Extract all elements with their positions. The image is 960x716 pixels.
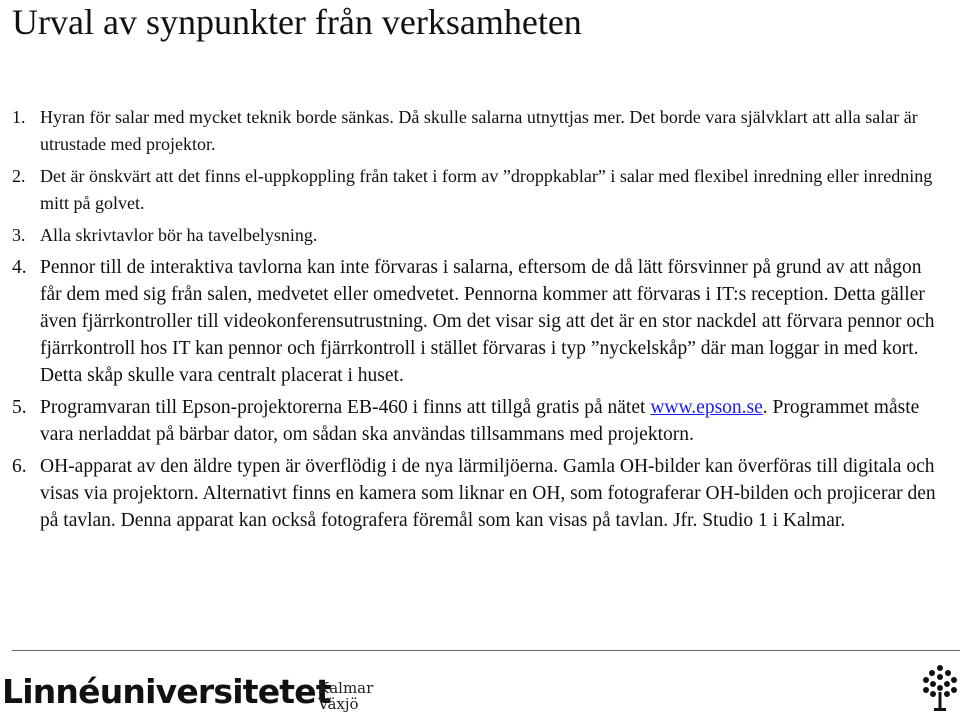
list-item <box>12 104 947 158</box>
city-vaxjo: Växjö <box>318 695 359 713</box>
item-number: 4. <box>12 257 27 278</box>
item-number: 6. <box>12 456 27 477</box>
university-logo-text: Linnéuniversitetet <box>2 672 331 711</box>
item-text: Hyran för salar med mycket teknik borde sänkas. Då skulle salarna utnyttjas mer. Det borde vara självklart att alla salar är utrustade med projektor. <box>40 107 918 154</box>
footer-divider <box>12 650 960 651</box>
item-list <box>12 104 947 539</box>
item-number: 2. <box>12 166 26 186</box>
logo-cities <box>318 680 373 712</box>
item-text-after-link: . Programmet måste vara nerladdat på bärbar dator, om sådan ska användas tillsammans med projektorn. <box>40 397 920 445</box>
item-text: Alla skrivtavlor bör ha tavelbelysning. <box>40 225 318 245</box>
list-item <box>12 453 947 534</box>
item-number: 1. <box>12 107 26 127</box>
item-text: Pennor till de interaktiva tavlorna kan inte förvaras i salarna, eftersom de då lätt försvinner på grund av att någon får dem med sig från salen, medvetet eller omedvetet. Pennorna kommer att förvaras i IT:s reception. Detta gäller även fjärrkontroller till videokonferensutrustning. Om det visar sig att det är en stor nackdel att förvara pennor och fjärrkontroll hos IT kan pennor och fjärrkontroll i stället förvaras i typ ”nyckelskåp” där man loggar in med kort. Detta skåp skulle vara centralt placerat i huset. <box>40 257 935 386</box>
item-number: 3. <box>12 225 26 245</box>
item-text-before-link: Programvaran till Epson-projektorerna EB-460 i finns att tillgå gratis på nätet <box>40 397 651 418</box>
page-title: Urval av synpunkter från verksamheten <box>12 2 582 42</box>
list-item <box>12 163 947 217</box>
tree-icon <box>922 664 958 712</box>
epson-link[interactable]: www.epson.se <box>650 397 763 418</box>
list-item <box>12 222 947 249</box>
item-text: OH-apparat av den äldre typen är överflödig i de nya lärmiljöerna. Gamla OH-bilder kan överföras till digitala och visas via projektorn. Alternativt finns en kamera som liknar en OH, som fotograferar OH-bilden och projicerar den på tavlan. Denna apparat kan också fotografera föremål som kan visas på tavlan. Jfr. Studio 1 i Kalmar. <box>40 456 936 531</box>
list-item <box>12 394 947 448</box>
item-number: 5. <box>12 397 27 418</box>
item-text: Det är önskvärt att det finns el-uppkoppling från taket i form av ”droppkablar” i salar med flexibel inredning eller inredning mitt på golvet. <box>40 166 933 213</box>
list-item <box>12 254 947 389</box>
city-kalmar: Kalmar <box>318 679 374 697</box>
